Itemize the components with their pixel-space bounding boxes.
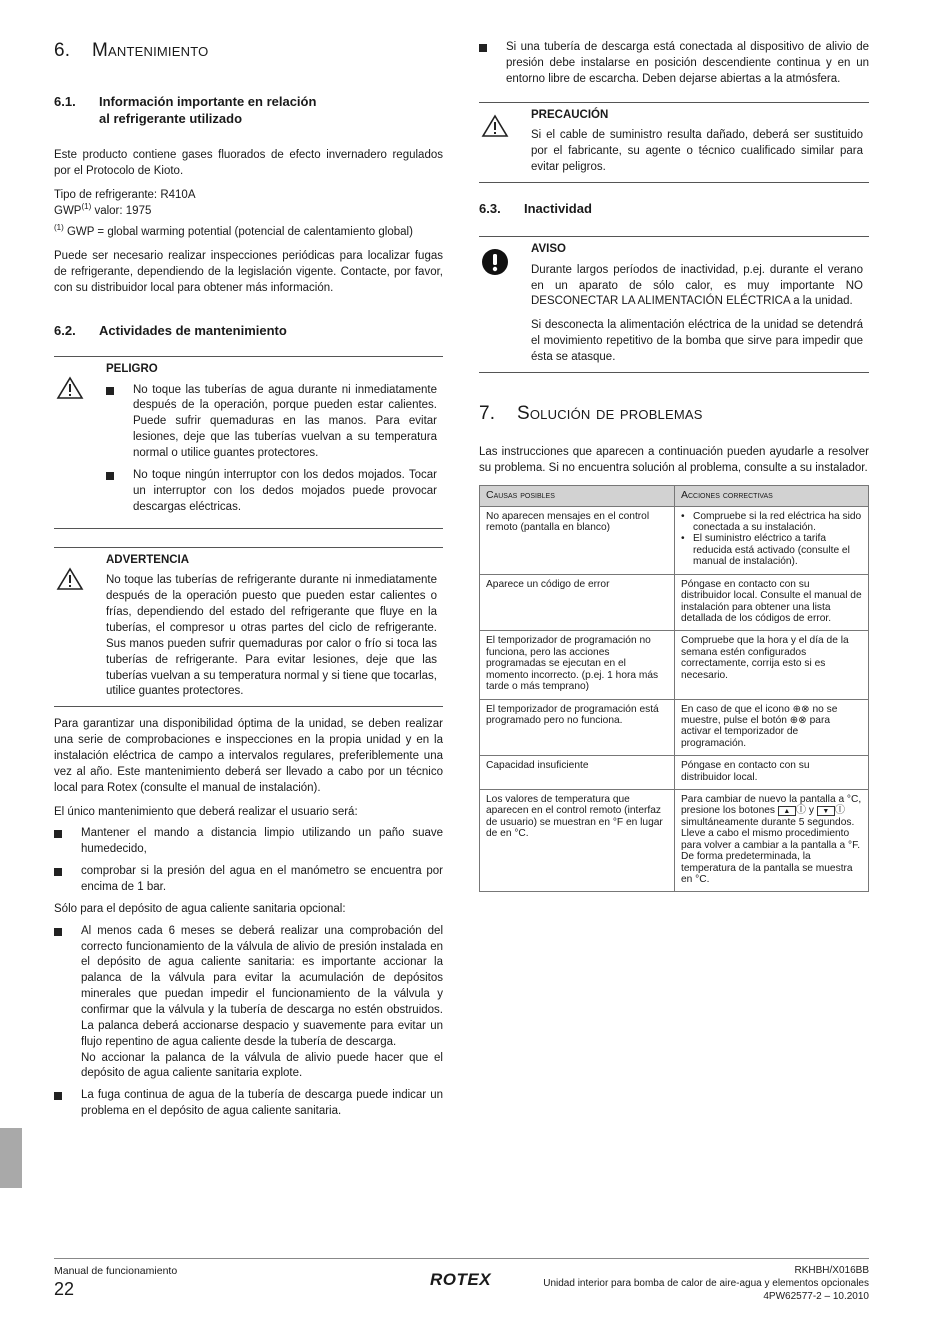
list-item: No toque las tuberías de agua durante ni inmediatamente después de la operación, porque pueden estar calientes. Puede sufrir quemaduras en las manos. Para evitar lesiones, deje que las tuberías vuelvan a su temperatura normal o utilice guantes protectores. bbox=[106, 383, 437, 462]
info-icon: Ⓘ bbox=[834, 805, 845, 817]
list-item: No toque ningún interruptor con los dedos mojados. Tocar un interruptor con los dedos mojados puede provocar descargas eléctricas. bbox=[106, 468, 437, 516]
caution-note: PRECAUCIÓN Si el cable de suministro resulta dañado, deberá ser sustituido por el fabricante, su agente o técnico cualificado similar para evitar peligros. bbox=[479, 102, 869, 183]
section-6-2-heading: 6.2. Actividades de mantenimiento bbox=[54, 322, 287, 338]
notice-title: AVISO bbox=[531, 242, 566, 255]
maintenance-paragraph: Para garantizar una disponibilidad óptima de la unidad, se deben realizar una serie de comprobaciones e inspecciones en la propia unidad y en la instalación eléctrica de campo a intervalos regulares, preferiblemente una vez al año. Este mantenimiento deberá ser llevado a cabo por un técnico local para Rotex (consulte el manual de instalación). bbox=[54, 718, 443, 794]
list-item: Mantener el mando a distancia limpio utilizando un paño suave humedecido, bbox=[54, 826, 443, 858]
footer-divider bbox=[54, 1258, 869, 1259]
refrigerant-info: Tipo de refrigerante: R410A GWP$^{(1)}$ valor: 1975 bbox=[54, 188, 196, 217]
user-maintenance-intro: El único mantenimiento que deberá realizar el usuario será: bbox=[54, 805, 358, 818]
table-row: El temporizador de programación no funciona, pero las acciones programadas se ejecutan en el momento incorrecto. (p.ej. 1 hora más tarde o más temprano) Compruebe que la hora y el día de la semana estén configurados correctamente, corrija esto si es necesario. bbox=[480, 631, 869, 699]
inspection-paragraph: Puede ser necesario realizar inspecciones periódicas para localizar fugas de refrigerante, dependiendo de la legislación vigente. Contacte, por favor, con su distribuidor local para obtener más información. bbox=[54, 250, 443, 295]
notice-note: AVISO Durante largos períodos de inactividad, p.ej. durante el verano en un aparato de sólo calor, es muy importante NO DESCONECTAR LA ALIMENTACIÓN ELÉCTRICA a la unidad. Si desconecta la alimentación eléctrica de la unidad se detendrá el movimiento repetitivo de la bomba que sirve para impedir que ésta se atasque. bbox=[479, 236, 869, 373]
danger-note bbox=[54, 356, 443, 529]
troubleshooting-intro: Las instrucciones que aparecen a continuación pueden ayudarle a resolver su problema. Si no encuentra solución al problema, consulte a su instalador. bbox=[479, 446, 869, 474]
warning-triangle-icon bbox=[54, 553, 106, 701]
timer-button-icon: ⊕⊗ bbox=[789, 714, 807, 726]
warning-triangle-icon bbox=[54, 362, 106, 522]
up-button-icon: ▲ bbox=[778, 806, 796, 816]
rotex-logo: ROTEX bbox=[430, 1270, 492, 1289]
left-column bbox=[54, 38, 443, 1126]
list-item: • Compruebe si la red eléctrica ha sido conectada a su instalación. bbox=[681, 510, 862, 534]
exclamation-circle-icon bbox=[479, 242, 531, 366]
warning-note: ADVERTENCIA No toque las tuberías de refrigerante durante ni inmediatamente después de la operación puesto que pueden estar calientes o frías, dependiendo del estado del refrigerante que fluye en la tuberías, el compresor u otras partes del ciclo de refrigerante. Sus manos pueden sufrir quemaduras por calor o frío si toca las tuberías de refrigerante. Para evitar lesiones, deje que las tuberías vuelvan a su temperatura normal y si tiene que tocarlas, utilice guantes protectores. bbox=[54, 547, 443, 708]
troubleshooting-table bbox=[479, 485, 869, 893]
caution-title: PRECAUCIÓN bbox=[531, 108, 609, 121]
table-header-row bbox=[480, 485, 869, 506]
list-item: • El suministro eléctrico a tarifa reducida está activado (consulte el manual de instalación). bbox=[681, 533, 850, 568]
danger-title: PELIGRO bbox=[106, 362, 158, 375]
list-item: Si una tubería de descarga está conectada al dispositivo de alivio de presión debe instalarse en posición descendiente continua y en un entorno libre de escarcha. Deben dejarse abiertas a la atmósfera. bbox=[479, 40, 869, 88]
list-item: comprobar si la presión del agua en el manómetro se encuentra por encima de 1 bar. bbox=[54, 864, 443, 896]
table-row: Capacidad insuficiente Póngase en contacto con su distribuidor local. bbox=[480, 756, 869, 790]
info-icon: Ⓘ bbox=[795, 805, 807, 817]
down-button-icon: ▼ bbox=[817, 806, 835, 816]
right-column bbox=[479, 40, 869, 892]
table-row: Los valores de temperatura que aparecen en el control remoto (interfaz de usuario) se muestran en °F en lugar de en °C. Para cambiar de nuevo la pantalla a °C, presione los botones ▲ Ⓘ y ▼ Ⓘ simultáneamente durante 5 segundos. Lleve a cabo el mismo procedimiento para volver a cambiar a la pantalla a °F. De forma predeterminada, la temperatura de la pantalla se muestra en °C. bbox=[480, 790, 869, 892]
page-number: 22 bbox=[54, 1279, 75, 1299]
section-6-1-heading: 6.1. Información importante en relación al refrigerante utilizado bbox=[54, 94, 317, 127]
list-item: Al menos cada 6 meses se deberá realizar una comprobación del correcto funcionamiento de la válvula de alivio de presión instalada en el depósito de agua caliente sanitaria: es importante accionar la palanca de la válvula para evitar la acumulación de depósitos minerales que puedan impedir el funcionamiento de la válvula y confirmar que la válvula y la tubería de descarga no estén obstruidos. La palanca deberá accionarse despacio y suavemente para evitar un flujo repentino de agua caliente desde la tubería de descarga. No accionar la palanca de la válvula de alivio puede hacer que el depósito de agua caliente sanitaria explote. bbox=[54, 924, 443, 1083]
warning-title: ADVERTENCIA bbox=[106, 553, 190, 566]
tank-intro: Sólo para el depósito de agua caliente sanitaria opcional: bbox=[54, 902, 346, 915]
table-row: No aparecen mensajes en el control remoto (pantalla en blanco) • Compruebe si la red eléctrica ha sido conectada a su instalación. • El suministro eléctrico a tarifa reducida está activado (consulte el manual de instalación). bbox=[480, 506, 869, 574]
timer-icon: ⊕⊗ bbox=[792, 703, 810, 715]
footer-manual-label: Manual de funcionamiento bbox=[54, 1265, 178, 1277]
section-6-heading: 6. Mantenimiento bbox=[54, 40, 209, 61]
column-header-causes: Causas posibles bbox=[480, 485, 675, 506]
chapter-tab-marker bbox=[0, 1128, 22, 1188]
table-row: Aparece un código de error Póngase en contacto con su distribuidor local. Consulte el manual de instalación para obtener una lista detallada de los códigos de error. bbox=[480, 574, 869, 631]
table-row: El temporizador de programación está programado pero no funciona. En caso de que el icono ⊕⊗ no se muestre, pulse el botón ⊕⊗ para activar el temporizador de programación. bbox=[480, 699, 869, 756]
footer-info: RKHBH/X016BB Unidad interior para bomba de calor de aire-agua y elementos opcionales 4PW62577-2 – 10.2010 bbox=[543, 1265, 869, 1302]
list-item: La fuga continua de agua de la tubería de descarga puede indicar un problema en el depósito de agua caliente sanitaria. bbox=[54, 1088, 443, 1120]
section-6-3-heading: 6.3. Inactividad bbox=[479, 201, 592, 217]
warning-triangle-icon bbox=[479, 108, 531, 176]
gwp-footnote: $^{(1)}$ GWP = global warming potential (potencial de calentamiento global) bbox=[54, 223, 413, 239]
column-header-actions: Acciones correctivas bbox=[675, 485, 869, 506]
kyoto-paragraph: Este producto contiene gases fluorados de efecto invernadero regulados por el Protocolo de Kioto. bbox=[54, 149, 443, 177]
section-7-heading: 7. Solución de problemas bbox=[479, 402, 703, 424]
